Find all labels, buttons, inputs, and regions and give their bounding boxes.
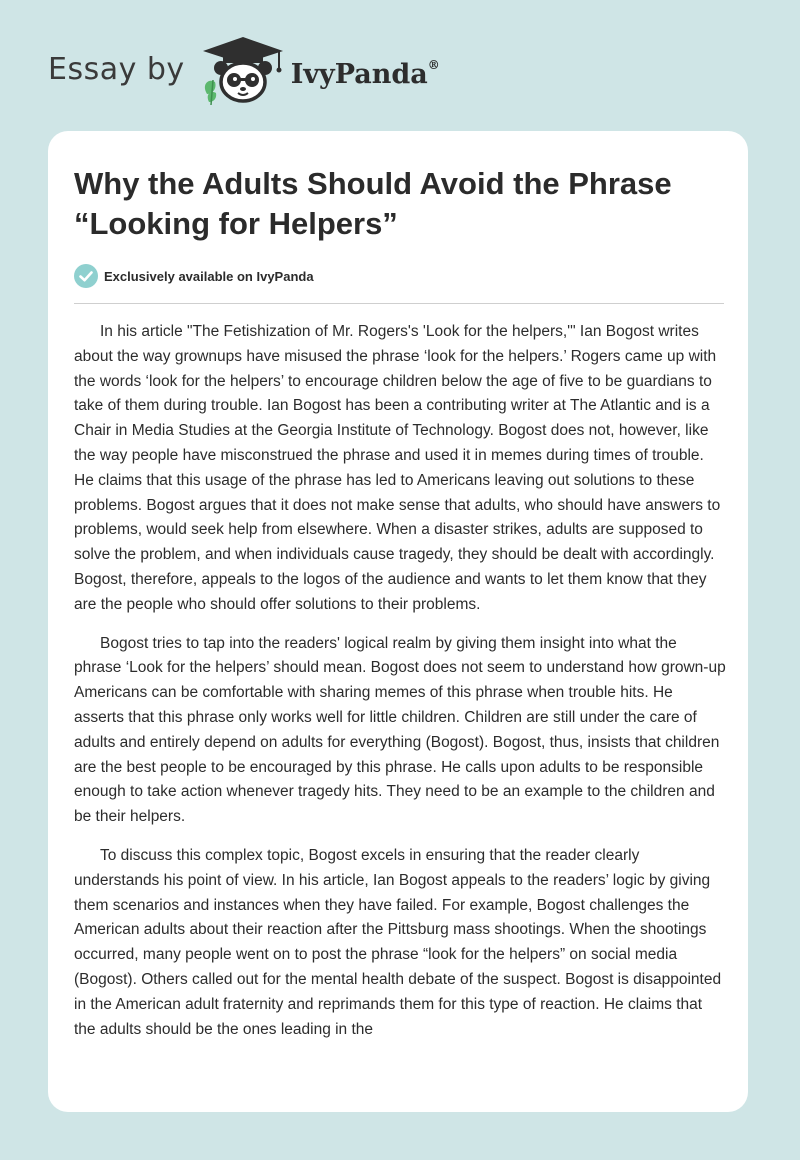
check-circle-icon (74, 264, 98, 288)
panda-logo-icon[interactable] (199, 36, 287, 106)
exclusive-badge (74, 264, 314, 288)
essay-paragraph: Bogost tries to tap into the readers' logical realm by giving them insight into what the phrase ‘Look for the helpers’ should mean. Bogost does not seem to understand how grown-up Americans can be comfortable with sharing memes of this phrase when trouble hits. He asserts that this phrase only works well for little children. Children are still under the care of adults and entirely depend on adults for everything (Bogost). Bogost, thus, insists that children are the best people to be encouraged by this phrase. He calls upon adults to be responsible enough to take action whenever tragedy hits. They need to be an example to the children and be their helpers. (74, 634, 726, 826)
brand-name[interactable]: IvyPanda® (290, 57, 440, 90)
essay-by-label: Essay by (48, 51, 185, 87)
exclusive-badge-label: Exclusively available on IvyPanda (104, 268, 314, 284)
brand-header (48, 36, 440, 106)
essay-body (74, 320, 726, 1056)
essay-card (48, 131, 748, 1112)
title-divider (74, 303, 724, 304)
registered-mark: ® (427, 57, 440, 72)
essay-title: Why the Adults Should Avoid the Phrase “Looking for Helpers” (74, 166, 672, 241)
essay-paragraph: To discuss this complex topic, Bogost excels in ensuring that the reader clearly understands his point of view. In his article, Ian Bogost appeals to the readers’ logic by giving them scenarios and instances when they have failed. For example, Bogost challenges the American adults about their reaction after the Pittsburg mass shootings. When the shootings occurred, many people went on to post the phrase “look for the helpers” on social media (Bogost). Others called out for the mental health debate of the suspect. Bogost is disappointed in the American adult fraternity and reprimands them for this type of reaction. He claims that the adults should be the ones leading in the (74, 846, 722, 1038)
essay-paragraph: In his article "The Fetishization of Mr. Rogers's 'Look for the helpers,'" Ian Bogost writes about the way grownups have misused the phrase ‘look for the helpers.’ Rogers came up with the words ‘look for the helpers’ to encourage children below the age of five to be guardians to take of them during trouble. Ian Bogost has been a contributing writer at The Atlantic and is a Chair in Media Studies at the Georgia Institute of Technology. Bogost does not, however, like the way people have misconstrued the phrase and used it in memes during times of trouble. He claims that this usage of the phrase has led to Americans leaving out solutions to these problems. Bogost argues that it does not make sense that adults, who should have answers to problems, would seek help from elsewhere. When a disaster strikes, adults are supposed to solve the problem, and when individuals cause tragedy, they should be dealt with accordingly. Bogost, therefore, appeals to the logos of the audience and wants to let them know that they are the people who should offer solutions to their problems. (74, 323, 721, 613)
